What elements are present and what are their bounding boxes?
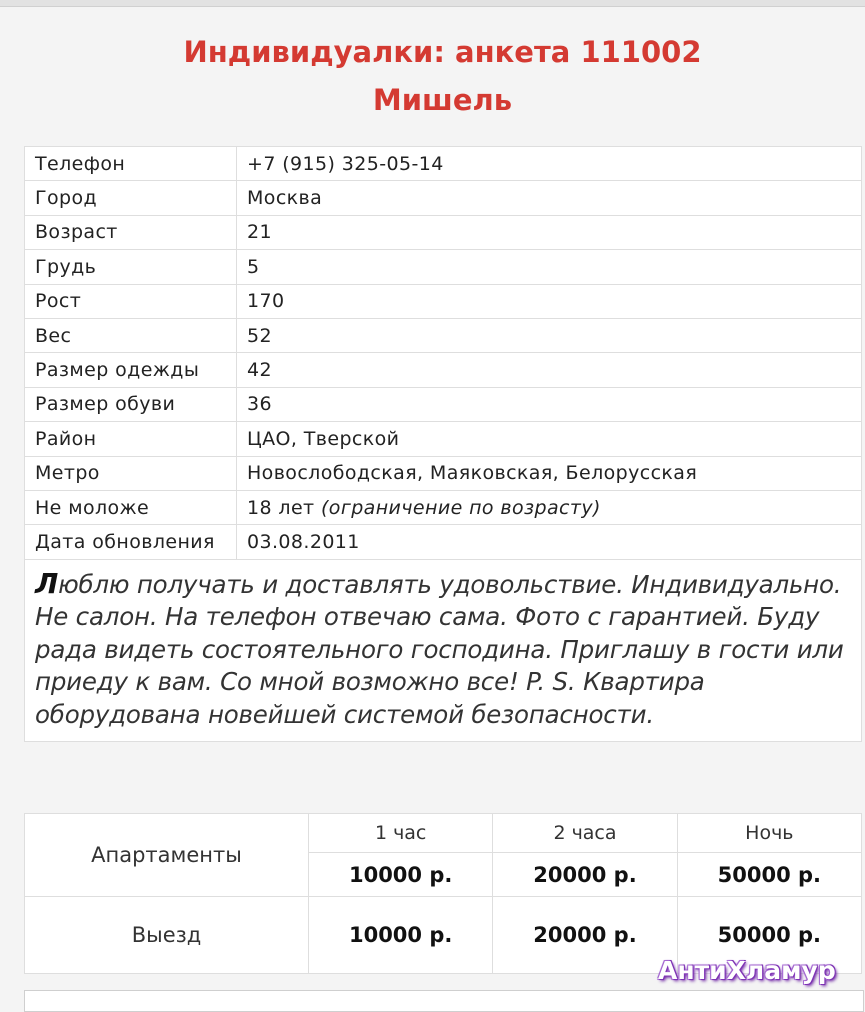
table-row (25, 250, 862, 284)
row-label: Город (25, 181, 237, 215)
row-value: 03.08.2011 (237, 525, 862, 559)
row-label: Дата обновления (25, 525, 237, 559)
top-border (0, 0, 865, 7)
row-value: 5 (237, 250, 862, 284)
next-section-box (24, 990, 864, 1012)
outcall-price-2h: 20000 р. (493, 897, 677, 974)
table-row (25, 318, 862, 352)
row-value: Новослободская, Маяковская, Белорусская (237, 456, 862, 490)
age-note: (ограничение по возрасту) (320, 496, 601, 519)
table-row (25, 215, 862, 249)
row-label: Телефон (25, 147, 237, 181)
description-cell (25, 559, 862, 742)
description-body: юблю получать и доставлять удовольствие. Индивидуально. Не салон. На телефон отвечаю сама. Фото с гарантией. Буду рада видеть состоятельного господина. Приглашу в гости или приеду к вам. Со мной возможно все! P. S. Квартира оборудована новейшей системой безопасности. (35, 569, 844, 729)
row-value: 42 (237, 353, 862, 387)
row-label: Возраст (25, 215, 237, 249)
row-label: Грудь (25, 250, 237, 284)
price-header-1h: 1 час (309, 814, 493, 853)
description-text (35, 568, 855, 732)
table-row (25, 353, 862, 387)
row-value: 170 (237, 284, 862, 318)
outcall-price-night: 50000 р. (677, 897, 861, 974)
table-row (25, 490, 862, 524)
price-header-night: Ночь (677, 814, 861, 853)
description-initial: Л (35, 566, 59, 600)
row-value: Москва (237, 181, 862, 215)
page-title: Индивидуалки: анкета 111002 (183, 35, 702, 69)
row-label: Район (25, 422, 237, 456)
table-row (25, 181, 862, 215)
table-row (25, 525, 862, 559)
table-row (25, 422, 862, 456)
profile-info-table (24, 146, 862, 742)
table-row (25, 147, 862, 181)
apartments-price-1h: 10000 р. (309, 853, 493, 897)
outcall-price-1h: 10000 р. (309, 897, 493, 974)
row-label: Метро (25, 456, 237, 490)
row-label: Размер обуви (25, 387, 237, 421)
row-value: 21 (237, 215, 862, 249)
row-label: Рост (25, 284, 237, 318)
apartments-price-night: 50000 р. (677, 853, 861, 897)
row-value: 36 (237, 387, 862, 421)
row-label: Размер одежды (25, 353, 237, 387)
age-value: 18 лет (247, 496, 315, 519)
description-row (25, 559, 862, 742)
price-table (24, 813, 862, 974)
row-label: Не моложе (25, 490, 237, 524)
apartments-price-2h: 20000 р. (493, 853, 677, 897)
profile-name: Мишель (372, 83, 513, 117)
outcall-label: Выезд (25, 897, 309, 974)
row-label: Вес (25, 318, 237, 352)
profile-header (0, 28, 865, 124)
row-value: +7 (915) 325-05-14 (237, 147, 862, 181)
row-value: ЦАО, Тверской (237, 422, 862, 456)
watermark-text: АнтиХламур (658, 956, 836, 985)
price-header-2h: 2 часа (493, 814, 677, 853)
row-value: 52 (237, 318, 862, 352)
price-header-row (25, 814, 862, 853)
table-row (25, 387, 862, 421)
table-row (25, 456, 862, 490)
table-row (25, 284, 862, 318)
row-value (237, 490, 862, 524)
apartments-label: Апартаменты (25, 814, 309, 897)
